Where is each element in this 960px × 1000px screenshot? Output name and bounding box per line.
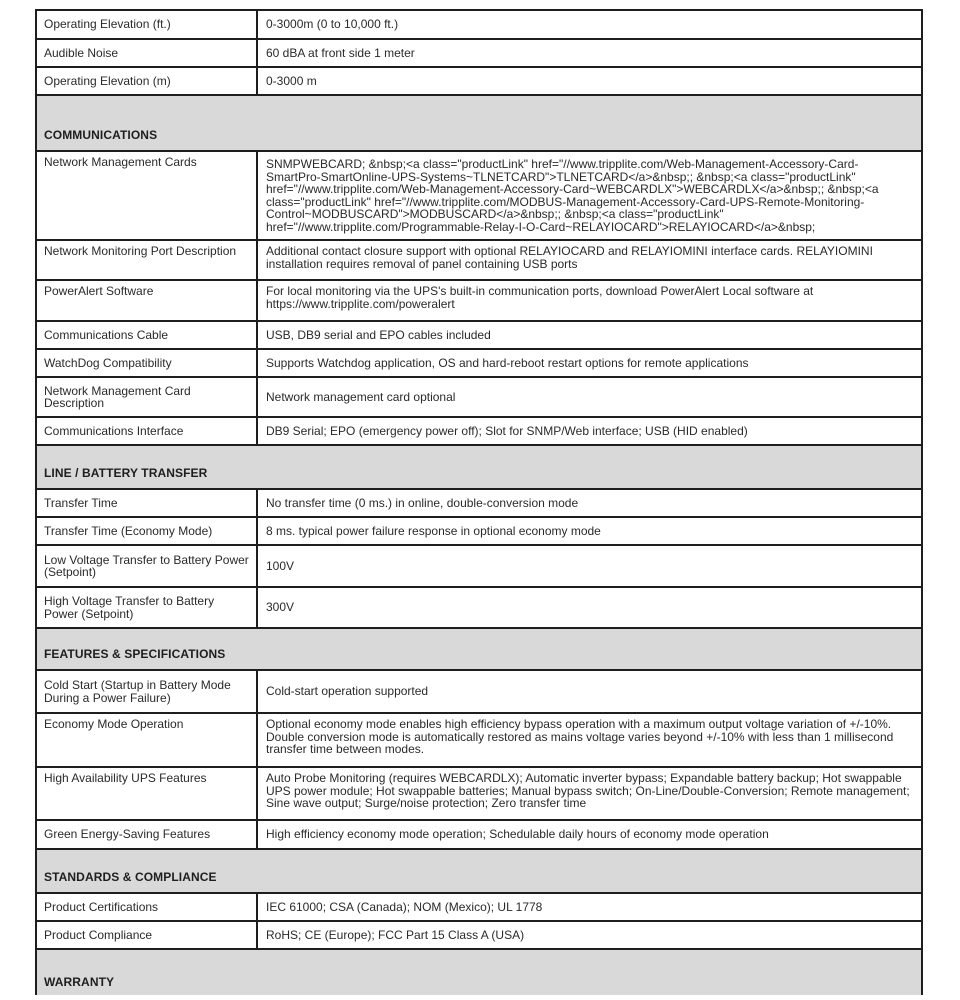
spec-label: Economy Mode Operation [37, 714, 258, 766]
spec-label: Product Compliance [37, 922, 258, 948]
spec-label: Communications Interface [37, 418, 258, 444]
spec-value: 0-3000 m [266, 73, 317, 88]
spec-label: Audible Noise [37, 40, 258, 66]
table-row [37, 671, 921, 714]
table-row [37, 68, 921, 96]
spec-value: IEC 61000; CSA (Canada); NOM (Mexico); UL 1778 [266, 899, 543, 914]
spec-value: High efficiency economy mode operation; Schedulable daily hours of economy mode operation [266, 827, 769, 842]
spec-value: For local monitoring via the UPS's built-in communication ports, download PowerAlert Local software at https://www.tripplite.com/poweralert [266, 284, 814, 311]
table-row [37, 714, 921, 768]
spec-label: Network Monitoring Port Description [37, 241, 258, 279]
spec-value: 300V [266, 600, 295, 615]
table-row [37, 418, 921, 446]
spec-value: 8 ms. typical power failure response in optional economy mode [266, 523, 601, 538]
spec-label: Cold Start (Startup in Battery Mode During a Power Failure) [37, 671, 258, 712]
spec-label: Operating Elevation (ft.) [37, 11, 258, 38]
table-row [37, 546, 921, 588]
spec-value: DB9 Serial; EPO (emergency power off); Slot for SNMP/Web interface; USB (HID enabled) [266, 423, 748, 438]
spec-value: 60 dBA at front side 1 meter [266, 45, 415, 60]
spec-value: Network management card optional [266, 389, 456, 404]
table-row [37, 281, 921, 322]
table-row [37, 894, 921, 922]
spec-value: Additional contact closure support with optional RELAYIOCARD and RELAYIOMINI interface cards. RELAYIOMINI installation requires removal of panel containing USB ports [266, 244, 873, 271]
table-row [37, 922, 921, 950]
table-row [37, 768, 921, 821]
spec-label: Communications Cable [37, 322, 258, 348]
spec-label: High Voltage Transfer to Battery Power (Setpoint) [37, 588, 258, 627]
spec-value: Cold-start operation supported [266, 684, 429, 699]
spec-label: WatchDog Compatibility [37, 350, 258, 376]
table-row [37, 821, 921, 850]
section-header-features-specifications: FEATURES & SPECIFICATIONS [37, 629, 921, 671]
spec-value: Optional economy mode enables high efficiency bypass operation with a maximum output voltage variation of +/-10%. Double conversion mode is automatically restored as mains voltage varies beyond +/-10% with less than 1 millisecond transfer time between modes. [266, 717, 894, 756]
table-row [37, 588, 921, 629]
section-header-communications: COMMUNICATIONS [37, 96, 921, 152]
section-header-warranty: WARRANTY [37, 950, 921, 995]
table-row [37, 518, 921, 546]
spec-value: SNMPWEBCARD; &nbsp;<a class="productLink" href="//www.tripplite.com/Web-Management-Accessory-Card-SmartPro-SmartOnline-UPS-Systems~TLNETCARD">TLNETCARD</a>&nbsp;; &nbsp;<a class="productLink" href="//www.tripplite.com/Web-Management-Accessory-Card~WEBCARDLX">WEBCARDLX</a>&nbsp;; &nbsp;<a class="productLink" href="//www.tripplite.com/MODBUS-Management-Accessory-Card-UPS-Remote-Monitoring-Control~MODBUSCARD">MODBUSCARD</a>&nbsp;; &nbsp;<a class="productLink" href="//www.tripplite.com/Programmable-Relay-I-O-Card~RELAYIOCARD">RELAYIOCARD</a>&nbsp; [266, 157, 879, 234]
spec-label: Low Voltage Transfer to Battery Power (Setpoint) [37, 546, 258, 586]
spec-value: 100V [266, 558, 295, 573]
table-row [37, 152, 921, 241]
spec-value: Supports Watchdog application, OS and hard-reboot restart options for remote applications [266, 355, 749, 370]
spec-value: RoHS; CE (Europe); FCC Part 15 Class A (USA) [266, 927, 525, 942]
table-row [37, 322, 921, 350]
spec-label: Transfer Time (Economy Mode) [37, 518, 258, 544]
section-header-line-battery-transfer: LINE / BATTERY TRANSFER [37, 446, 921, 490]
table-row [37, 40, 921, 68]
spec-value: Auto Probe Monitoring (requires WEBCARDLX); Automatic inverter bypass; Expandable battery backup; Hot swappable UPS power module; Hot swappable batteries; Manual bypass switch; On-Line/Double-Conversion; Remote management; Sine wave output; Surge/noise protection; Zero transfer time [266, 771, 910, 810]
spec-label: Network Management Cards [37, 152, 258, 239]
table-row [37, 490, 921, 518]
section-header-standards-compliance: STANDARDS & COMPLIANCE [37, 850, 921, 894]
spec-label: Transfer Time [37, 490, 258, 516]
spec-label: Green Energy-Saving Features [37, 821, 258, 848]
spec-value: USB, DB9 serial and EPO cables included [266, 327, 491, 342]
spec-value: 0-3000m (0 to 10,000 ft.) [266, 17, 399, 32]
spec-label: Operating Elevation (m) [37, 68, 258, 94]
table-row [37, 378, 921, 418]
spec-table [35, 9, 923, 995]
spec-value: No transfer time (0 ms.) in online, double-conversion mode [266, 495, 579, 510]
spec-label: High Availability UPS Features [37, 768, 258, 819]
spec-label: Network Management Card Description [37, 378, 258, 416]
table-row [37, 11, 921, 40]
table-row [37, 241, 921, 281]
spec-label: Product Certifications [37, 894, 258, 920]
table-row [37, 350, 921, 378]
spec-label: PowerAlert Software [37, 281, 258, 320]
